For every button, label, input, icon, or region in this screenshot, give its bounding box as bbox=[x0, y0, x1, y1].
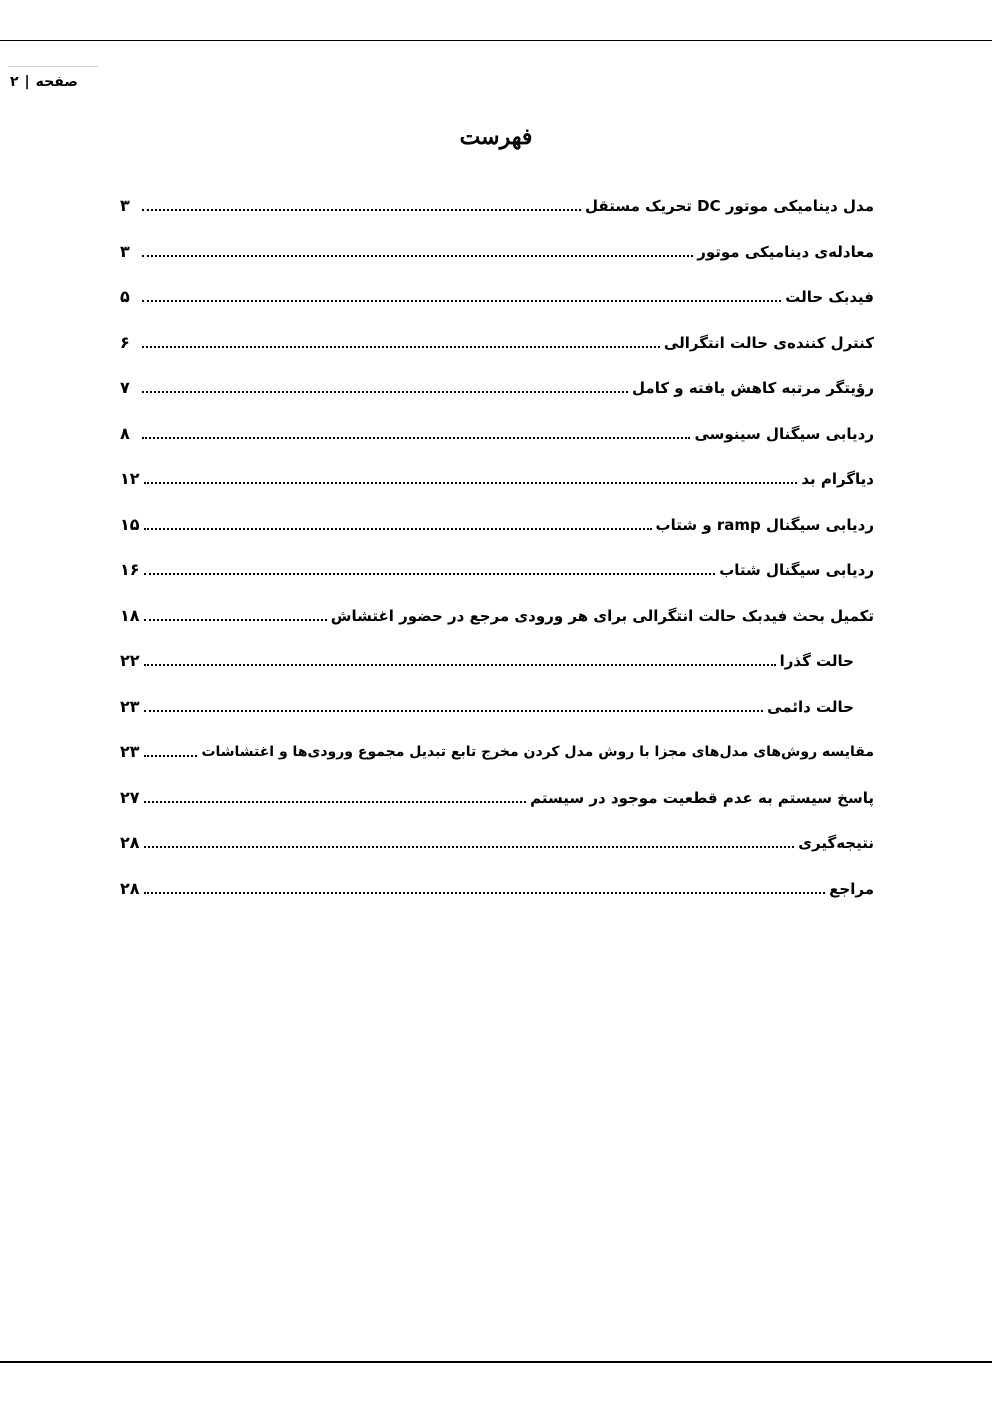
page-number-header bbox=[10, 71, 78, 93]
dot-leader bbox=[144, 710, 764, 712]
toc-entry-label: تکمیل بحث فیدبک حالت انتگرالی برای هر ورودی مرجع در حضور اغتشاش bbox=[330, 606, 874, 625]
toc-entry-label: کنترل کننده‌ی حالت انتگرالی bbox=[663, 333, 874, 352]
toc-entry-label: ردیابی سیگنال ramp و شتاب bbox=[655, 515, 874, 534]
toc-entry-page: ۳ bbox=[120, 241, 130, 261]
page-number-rule bbox=[8, 66, 98, 67]
toc-entry[interactable] bbox=[120, 458, 874, 490]
toc-entry[interactable] bbox=[120, 276, 874, 308]
toc-entry-page: ۸ bbox=[120, 423, 130, 443]
toc-entry-label: دیاگرام بد bbox=[801, 470, 874, 488]
toc-entry[interactable] bbox=[120, 413, 874, 445]
toc-entry[interactable] bbox=[120, 868, 874, 900]
toc-entry[interactable] bbox=[120, 322, 874, 354]
toc-entry[interactable] bbox=[120, 504, 874, 536]
toc-entry-label: فیدبک حالت bbox=[785, 288, 874, 306]
toc-title: فهرست bbox=[459, 124, 533, 150]
toc-entry-page: ۵ bbox=[120, 287, 130, 306]
toc-entry[interactable] bbox=[120, 777, 874, 809]
toc-entry-page: ۱۲ bbox=[120, 469, 140, 488]
toc-entry-label: ردیابی سیگنال شتاب bbox=[719, 561, 874, 579]
toc-entry-page: ۷ bbox=[120, 378, 130, 397]
dot-leader bbox=[142, 300, 781, 302]
toc-entry-page: ۱۶ bbox=[120, 560, 140, 579]
toc-subentry[interactable] bbox=[120, 686, 874, 718]
toc-entry-page: ۲۲ bbox=[120, 651, 140, 670]
toc-entry[interactable] bbox=[120, 731, 874, 763]
dot-leader bbox=[144, 801, 527, 803]
dot-leader bbox=[144, 619, 327, 621]
dot-leader bbox=[144, 755, 198, 757]
toc-entry-page: ۳ bbox=[120, 196, 130, 215]
toc-entry[interactable] bbox=[120, 549, 874, 581]
toc-entry-label: نتیجه‌گیری bbox=[798, 834, 874, 852]
toc-entry-label: پاسخ سیستم به عدم قطعیت موجود در سیستم bbox=[530, 788, 874, 807]
toc-entry-page: ۱۸ bbox=[120, 605, 140, 625]
dot-leader bbox=[142, 346, 660, 348]
dot-leader bbox=[144, 573, 716, 575]
dot-leader bbox=[142, 437, 690, 439]
toc-entry-label: حالت دائمی bbox=[767, 697, 854, 716]
page-number-separator: | bbox=[24, 74, 30, 90]
toc-entry-label: معادله‌ی دینامیکی موتور bbox=[697, 242, 874, 261]
toc-subentry[interactable] bbox=[120, 640, 874, 672]
footer-rule bbox=[0, 1361, 992, 1363]
toc-entry-page: ۲۸ bbox=[120, 833, 140, 852]
toc-entry-page: ۶ bbox=[120, 332, 130, 352]
dot-leader bbox=[144, 528, 652, 530]
toc-entry-label: مراجع bbox=[829, 879, 874, 898]
toc-entry[interactable] bbox=[120, 231, 874, 263]
toc-entry-page: ۱۵ bbox=[120, 514, 140, 534]
toc-entry[interactable] bbox=[120, 595, 874, 627]
dot-leader bbox=[144, 664, 776, 666]
toc-entry-page: ۲۸ bbox=[120, 878, 140, 898]
toc-entry[interactable] bbox=[120, 367, 874, 399]
page-number: ۲ bbox=[10, 74, 19, 90]
dot-leader bbox=[144, 892, 826, 894]
dot-leader bbox=[144, 846, 795, 848]
dot-leader bbox=[142, 255, 693, 257]
toc-entry-label: مقایسه روش‌های مدل‌های مجزا با روش مدل کردن مخرج تابع تبدیل مجموع ورودی‌ها و اغتشاشات bbox=[201, 744, 874, 760]
toc-entry-label: مدل دینامیکی موتور DC تحریک مستقل bbox=[585, 197, 874, 215]
toc-entry[interactable] bbox=[120, 185, 874, 217]
toc-entry[interactable] bbox=[120, 822, 874, 854]
dot-leader bbox=[144, 482, 798, 484]
toc-entry-label: حالت گذرا bbox=[779, 652, 854, 670]
dot-leader bbox=[142, 209, 581, 211]
dot-leader bbox=[142, 391, 628, 393]
toc-entry-page: ۲۳ bbox=[120, 742, 140, 761]
header-rule bbox=[0, 40, 992, 41]
toc-entry-label: ردیابی سیگنال سینوسی bbox=[694, 424, 874, 443]
toc-entry-page: ۲۷ bbox=[120, 787, 140, 807]
toc-entry-page: ۲۳ bbox=[120, 696, 140, 716]
toc-entry-label: رؤیتگر مرتبه کاهش یافته و کامل bbox=[632, 379, 874, 397]
page-label: صفحه bbox=[35, 74, 78, 90]
